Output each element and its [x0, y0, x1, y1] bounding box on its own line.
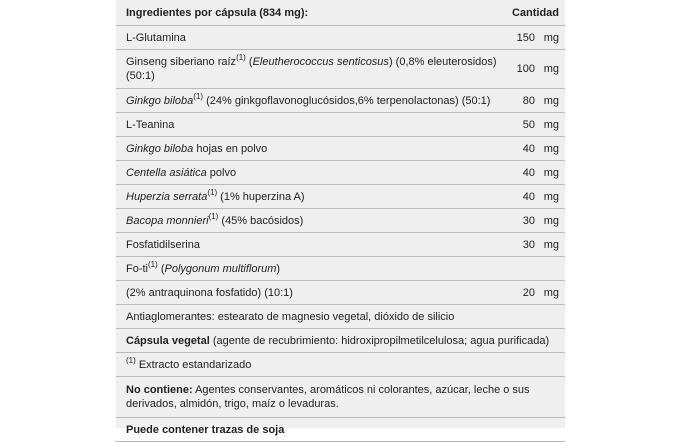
table-row: [116, 137, 565, 161]
unit: mg: [543, 118, 559, 131]
table-header: [116, 0, 565, 26]
ingredient-name: Huperzia serrata$^{(1)}$ (1% huperzina A): [116, 185, 501, 209]
no-contiene-note: No contiene: Agentes conservantes, aromáticos ni colorantes, azúcar, leche o sus derivados, almidón, trigo, maíz o levaduras.: [116, 377, 565, 418]
ingredient-name: Fosfatidilserina: [116, 233, 501, 257]
footnote: $^{(1)}$ Extracto estandarizado: [116, 353, 565, 377]
amount: 20: [522, 286, 535, 299]
amount: 100: [516, 63, 535, 75]
amount: 40: [522, 142, 535, 155]
table-row: [116, 161, 565, 185]
table-row: [116, 50, 565, 89]
table-row: [116, 185, 565, 209]
ingredient-name: Centella asiática polvo: [116, 161, 501, 185]
ingredients-header: Ingredientes por cápsula (834 mg):: [116, 0, 501, 26]
table-row: [116, 89, 565, 113]
table-row: [116, 377, 565, 418]
ingredient-name: Ginkgo biloba hojas en polvo: [116, 137, 501, 161]
unit: mg: [543, 238, 559, 251]
ingredient-name: Ginseng siberiano raíz$^{(1)}$ (Eleutherococcus senticosus) (0,8% eleuterosidos) (50:1): [116, 50, 501, 89]
table-row: [116, 418, 565, 442]
unit: mg: [543, 142, 559, 155]
soy-note: Puede contener trazas de soja: [116, 418, 565, 442]
unit: mg: [543, 166, 559, 179]
ingredient-name: Ginkgo biloba$^{(1)}$ (24% ginkgoflavonoglucósidos,6% terpenolactonas) (50:1): [116, 89, 501, 113]
quantity-header: Cantidad: [501, 0, 565, 26]
unit: mg: [543, 286, 559, 299]
table-row: [116, 209, 565, 233]
unit: mg: [543, 31, 559, 44]
amount: 30: [522, 214, 535, 227]
table-row: [116, 233, 565, 257]
table-row: [116, 257, 565, 281]
amount: 40: [522, 190, 535, 203]
table-row: [116, 353, 565, 377]
capsule-note: Cápsula vegetal (agente de recubrimiento: hidroxipropilmetilcelulosa; agua purificada): [116, 329, 565, 353]
ingredient-name: (2% antraquinona fosfatido) (10:1): [116, 281, 501, 305]
ingredient-name: L-Glutamina: [116, 26, 501, 50]
antiaglomerantes-note: Antiaglomerantes: estearato de magnesio vegetal, dióxido de silicio: [116, 305, 565, 329]
unit: mg: [543, 63, 559, 75]
ingredient-name: L-Teanina: [116, 113, 501, 137]
ingredient-name: $Fo-ti^{(1)}$ (Polygonum multiflorum): [116, 257, 501, 281]
ingredient-name: Bacopa monnieri$^{(1)}$ (45% bacósidos): [116, 209, 501, 233]
unit: mg: [543, 94, 559, 107]
table-row: [116, 26, 565, 50]
amount: 50: [522, 118, 535, 131]
amount: 80: [522, 94, 535, 107]
amount: 150: [516, 31, 535, 44]
table-row: [116, 113, 565, 137]
amount: 30: [522, 238, 535, 251]
amount: 40: [522, 166, 535, 179]
unit: mg: [543, 190, 559, 203]
ingredients-table: [116, 0, 565, 442]
table-row: [116, 281, 565, 305]
unit: mg: [543, 214, 559, 227]
table-row: [116, 329, 565, 353]
table-row: [116, 305, 565, 329]
